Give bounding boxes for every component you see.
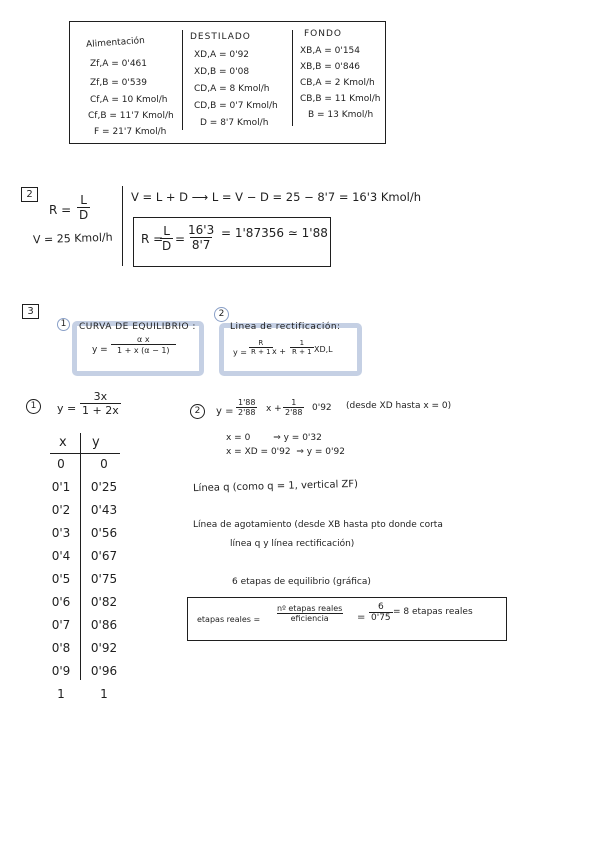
- vapor-flow: V = 25 Kmol/h: [32, 230, 113, 247]
- x-cell: 0'7: [51, 618, 71, 632]
- real-stages-result: = 8 etapas reales: [393, 607, 473, 617]
- bottoms-value: CB,A = 2 Kmol/h: [300, 78, 375, 88]
- curve-den: 1 + 2x: [82, 404, 119, 417]
- real-stages-den: 0'75: [371, 613, 391, 623]
- section-2-number: 2: [21, 187, 38, 202]
- y-cell: 1: [100, 687, 108, 701]
- feed-heading: Alimentación: [85, 35, 146, 51]
- feed-value: Cf,A = 10 Kmol/h: [90, 95, 168, 105]
- bottoms-heading: FONDO: [304, 29, 343, 39]
- x-cell: 0'2: [51, 503, 71, 517]
- r-calc-den: 8'7: [191, 238, 211, 252]
- bottoms-value: CB,B = 11 Kmol/h: [300, 94, 381, 104]
- equilibrium-lhs: y =: [92, 345, 108, 355]
- equilibrium-den: 1 + x (α − 1): [111, 344, 176, 356]
- feed-value: Cf,B = 11'7 Kmol/h: [88, 111, 174, 121]
- curve-fraction: [80, 390, 121, 417]
- rect-den: 2'88: [238, 408, 256, 417]
- rectification-num: 1: [299, 339, 305, 347]
- x-cell: 0'8: [51, 641, 71, 655]
- rect-mid: x +: [266, 404, 282, 414]
- y-cell: 0'67: [90, 549, 118, 563]
- distillate-value: XD,A = 0'92: [194, 50, 250, 60]
- section-3-number: 3: [22, 304, 39, 319]
- real-stages-fraction: [275, 604, 344, 623]
- r-def-num: L: [80, 193, 87, 207]
- y-cell: 0'86: [90, 618, 118, 632]
- table-divider: [182, 30, 183, 130]
- rect-num: 1: [291, 398, 297, 407]
- rect-eval-x0: x = 0 ⇒ y = 0'32: [226, 433, 322, 443]
- balance-equation: V = L + D ⟶ L = V − D = 25 − 8'7 = 16'3 Kmol/h: [131, 190, 422, 204]
- bottoms-value: B = 13 Kmol/h: [308, 110, 374, 120]
- bottoms-value: XB,B = 0'846: [300, 62, 361, 72]
- table-head-y: y: [92, 435, 100, 450]
- y-cell: 0'43: [90, 503, 118, 517]
- feed-values: [90, 54, 174, 140]
- stripping-line-note: Línea de agotamiento (desde XB hasta pto donde corta: [193, 520, 443, 530]
- marker-2-circle: 2: [190, 404, 205, 419]
- marker-1-circle: 1: [26, 399, 41, 414]
- x-cell: 0'1: [51, 480, 71, 494]
- curve-lhs: y =: [57, 402, 77, 415]
- section-2-divider: [122, 186, 123, 266]
- table-head-x: x: [59, 435, 67, 450]
- feed-value: F = 21'7 Kmol/h: [94, 127, 167, 137]
- bottoms-values: [300, 43, 380, 123]
- rect-lhs: y =: [216, 406, 234, 417]
- x-cell: 0'5: [51, 572, 71, 586]
- distillate-value: CD,B = 0'7 Kmol/h: [194, 101, 278, 111]
- rectification-lhs: y =: [233, 348, 247, 357]
- feed-value: Zf,A = 0'461: [90, 59, 147, 69]
- rect-fraction-1: [236, 398, 257, 417]
- x-cell: 0: [57, 457, 65, 471]
- x-cell: 1: [57, 687, 65, 701]
- r-calc-lhs: R =: [141, 232, 164, 246]
- real-stages-lhs: etapas reales =: [197, 615, 261, 624]
- y-column: [86, 453, 122, 706]
- real-stages-num: 6: [377, 602, 384, 612]
- real-stages-den: eficiencia: [277, 613, 343, 623]
- equilibrium-fraction: [111, 335, 176, 356]
- rect-tail: 0'92: [312, 403, 332, 413]
- x-cell: 0'6: [51, 595, 71, 609]
- x-column: [48, 453, 74, 706]
- rect-range-note: (desde XD hasta x = 0): [346, 401, 452, 411]
- curve-num: 3x: [93, 390, 108, 403]
- rectification-den: R + 1: [292, 348, 312, 356]
- real-stages-num: nº etapas reales: [277, 604, 343, 613]
- rect-eval-xd: x = XD = 0'92 ⇒ y = 0'92: [226, 447, 345, 457]
- r-calc-fraction-1: [160, 224, 173, 253]
- equilibrium-num: α x: [137, 335, 150, 344]
- y-cell: 0'56: [90, 526, 118, 540]
- y-cell: 0'92: [90, 641, 118, 655]
- equilibrium-stages-note: 6 etapas de equilibrio (gráfica): [232, 577, 371, 587]
- r-calc-fraction-2: [186, 223, 216, 252]
- r-def-fraction: [77, 193, 90, 222]
- distillate-value: D = 8'7 Kmol/h: [200, 118, 269, 128]
- x-cell: 0'9: [51, 664, 71, 678]
- y-cell: 0'96: [90, 664, 118, 678]
- rect-fraction-2: [283, 398, 304, 417]
- y-cell: 0'75: [90, 572, 118, 586]
- r-def-den: D: [79, 208, 89, 222]
- real-stages-fraction-2: [369, 602, 393, 623]
- equals-sign: =: [357, 612, 366, 623]
- equilibrium-title: CURVA DE EQUILIBRIO :: [79, 322, 196, 332]
- r-calc-result: = 1'87356 ≃ 1'88: [221, 226, 328, 240]
- equals-sign: =: [175, 232, 186, 246]
- r-def-lhs: R =: [49, 203, 72, 217]
- r-calc-num: L: [163, 224, 170, 238]
- rectification-num: R: [258, 339, 264, 347]
- stripping-line-note-cont: línea q y línea rectificación): [230, 539, 355, 549]
- rect-num: 1'88: [238, 398, 256, 407]
- r-calc-den: D: [162, 239, 172, 253]
- rectification-fraction-1: [249, 339, 273, 356]
- distillate-value: CD,A = 8 Kmol/h: [194, 84, 270, 94]
- x-cell: 0'3: [51, 526, 71, 540]
- bottoms-value: XB,A = 0'154: [300, 46, 360, 56]
- r-calc-num: 16'3: [188, 223, 215, 237]
- rect-den: 2'88: [285, 408, 303, 417]
- rectification-den: R + 1: [251, 348, 271, 356]
- rectification-title: Linea de rectificación:: [230, 322, 341, 332]
- rectification-tail: XD,L: [314, 345, 333, 354]
- distillate-values: [194, 47, 278, 132]
- marker-1-circle: 1: [57, 318, 70, 331]
- feed-value: Zf,B = 0'539: [90, 78, 148, 88]
- y-cell: 0'82: [90, 595, 118, 609]
- x-cell: 0'4: [51, 549, 71, 563]
- y-cell: 0'25: [90, 480, 118, 494]
- distillate-heading: DESTILADO: [190, 32, 251, 42]
- table-column-divider: [80, 433, 81, 680]
- q-line-note: Línea q (como q = 1, vertical ZF): [192, 478, 359, 495]
- distillate-value: XD,B = 0'08: [194, 67, 250, 77]
- rectification-mid: x +: [272, 347, 286, 356]
- y-cell: 0: [100, 457, 108, 471]
- marker-2-circle: 2: [214, 307, 229, 322]
- table-divider: [292, 30, 293, 126]
- rectification-fraction-2: [290, 339, 314, 356]
